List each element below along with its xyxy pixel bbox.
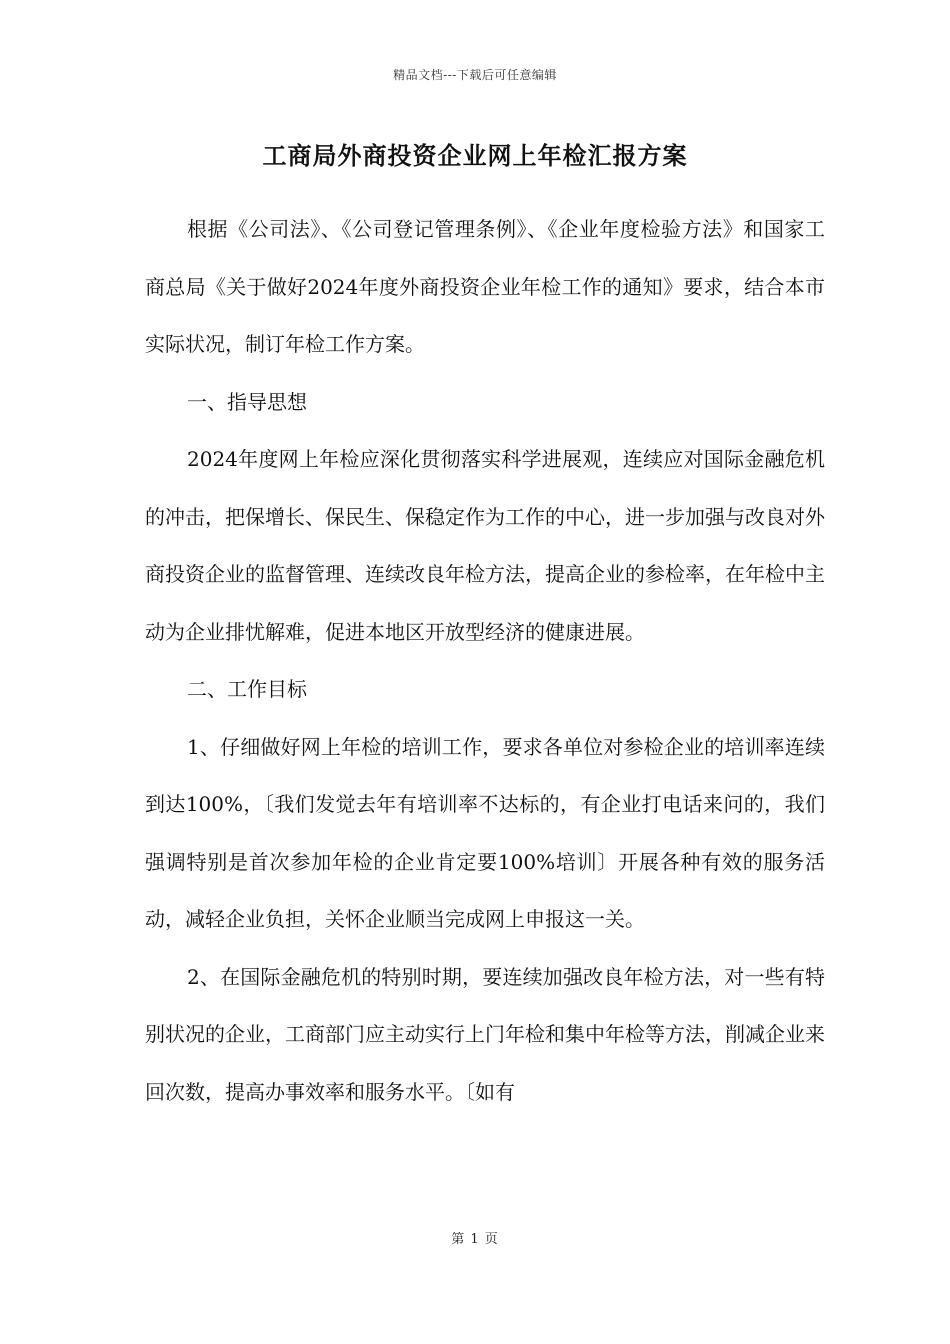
- paragraph-guiding-ideology: 2024年度网上年检应深化贯彻落实科学进展观，连续应对国际金融危机的冲击，把保增长、保民生、保稳定作为工作的中心，进一步加强与改良对外商投资企业的监督管理、连续改良年检方法，提高企业的参检率，在年检中主动为企业排忧解难，促进本地区开放型经济的健康进展。: [145, 447, 825, 644]
- paragraph-goal-2: 2、在国际金融危机的特别时期，要连续加强改良年检方法，对一些有特别状况的企业，工商部门应主动实行上门年检和集中年检等方法，削减企业来回次数，提高办事效率和服务水平。〔如有: [145, 964, 825, 1104]
- paragraph-intro: 根据《公司法》、《公司登记管理条例》、《企业年度检验方法》和国家工商总局《关于做好2024年度外商投资企业年检工作的通知》要求，结合本市实际状况，制订年检工作方案。: [145, 217, 825, 356]
- document-body: [145, 201, 825, 1121]
- section-heading-work-goals: 二、工作目标: [187, 677, 307, 701]
- paragraph-goal-1: 1、仔细做好网上年检的培训工作，要求各单位对参检企业的培训率连续到达100%，〔我们发觉去年有培训率不达标的，有企业打电话来问的，我们强调特别是首次参加年检的企业肯定要100%培训〕开展各种有效的服务活动，减轻企业负担，关怀企业顺当完成网上申报这一关。: [145, 734, 825, 931]
- header-note: 精品文档---下载后可任意编辑: [393, 68, 557, 82]
- document-title: 工商局外商投资企业网上年检汇报方案: [262, 141, 688, 170]
- page-number: 第 1 页: [451, 1232, 499, 1247]
- section-heading-guiding-ideology: 一、指导思想: [187, 389, 307, 414]
